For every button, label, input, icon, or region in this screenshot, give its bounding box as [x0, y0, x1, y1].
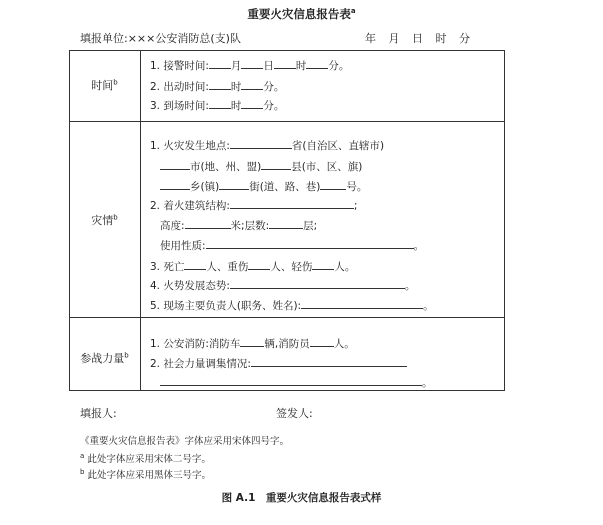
social-force-line: 2. 社会力量调集情况:: [150, 355, 407, 371]
height-floors-line: 高度: 米;层数: 层;: [160, 217, 317, 233]
usage-blank[interactable]: [206, 237, 414, 249]
alarm-minute-blank[interactable]: [306, 57, 328, 69]
social-force-blank-2[interactable]: [160, 374, 422, 386]
footnote-1: 《重要火灾信息报告表》字体应采用宋体四号字。: [80, 436, 290, 447]
height-blank[interactable]: [185, 217, 231, 229]
filler-label: 填报人:: [80, 407, 117, 420]
footnote-2: $^a$ 此处字体应采用宋体二号字。: [80, 451, 211, 465]
fire-location-line: 1. 火灾发生地点: 省(自治区、直辖市): [150, 137, 384, 153]
fire-location-line-2: 市(地、州、盟) 县(市、区、旗): [160, 158, 362, 174]
minor-injury-blank[interactable]: [312, 258, 334, 270]
row-label-time: 时间$^b$: [91, 78, 118, 92]
fire-trend-line: 4. 火势发展态势: 。: [150, 277, 415, 293]
row-label-force: 参战力量$^b$: [80, 351, 129, 365]
arrival-time-line: 3. 到场时间: 时 分。: [150, 97, 284, 113]
city-blank[interactable]: [160, 158, 190, 170]
province-blank[interactable]: [230, 137, 292, 149]
serious-injury-blank[interactable]: [248, 258, 270, 270]
street-blank[interactable]: [219, 178, 249, 190]
page-title: 重要火灾信息报告表$^a$: [247, 7, 356, 21]
trend-blank[interactable]: [230, 277, 405, 289]
date-label: 年 月 日 时 分: [365, 32, 470, 45]
site-leader-line: 5. 现场主要负责人(职务、姓名): 。: [150, 297, 434, 313]
alarm-hour-blank[interactable]: [274, 57, 296, 69]
arrival-hour-blank[interactable]: [209, 97, 231, 109]
alarm-time-line: 1. 接警时间: 月 日 时 分。: [150, 57, 349, 73]
number-blank[interactable]: [320, 178, 346, 190]
row-label-fire: 灾情$^b$: [91, 213, 118, 227]
county-blank[interactable]: [261, 158, 291, 170]
floors-blank[interactable]: [269, 217, 303, 229]
column-divider: [140, 50, 141, 391]
firefighter-count-blank[interactable]: [310, 335, 334, 347]
row-divider: [69, 317, 505, 318]
dispatch-hour-blank[interactable]: [209, 78, 231, 90]
arrival-minute-blank[interactable]: [241, 97, 263, 109]
row-divider: [69, 121, 505, 122]
usage-line: 使用性质: 。: [160, 237, 424, 253]
town-blank[interactable]: [160, 178, 190, 190]
fire-location-line-3: 乡(镇) 街(道、路、巷) 号。: [160, 178, 367, 194]
signer-label: 签发人:: [276, 407, 313, 420]
figure-caption: 图 A.1 重要火灾信息报告表式样: [221, 492, 382, 504]
dispatch-minute-blank[interactable]: [241, 78, 263, 90]
fire-brigade-line: 1. 公安消防:消防车 辆,消防员 人。: [150, 335, 355, 351]
alarm-month-blank[interactable]: [209, 57, 231, 69]
alarm-day-blank[interactable]: [241, 57, 263, 69]
structure-blank[interactable]: [230, 197, 354, 209]
dispatch-time-line: 2. 出动时间: 时 分。: [150, 78, 284, 94]
building-structure-line: 2. 着火建筑结构: ;: [150, 197, 357, 213]
title-footnote-mark: a: [350, 7, 356, 16]
leader-blank[interactable]: [301, 297, 423, 309]
fire-truck-count-blank[interactable]: [240, 335, 264, 347]
casualty-line: 3. 死亡 人、重伤 人、轻伤 人。: [150, 258, 355, 274]
death-blank[interactable]: [184, 258, 206, 270]
social-force-line-2: 。: [160, 374, 433, 390]
reporting-unit-label: 填报单位:×××公安消防总(支)队: [80, 32, 241, 45]
social-force-blank[interactable]: [251, 355, 407, 367]
footnote-3: $^b$ 此处字体应采用黑体三号字。: [80, 467, 211, 481]
